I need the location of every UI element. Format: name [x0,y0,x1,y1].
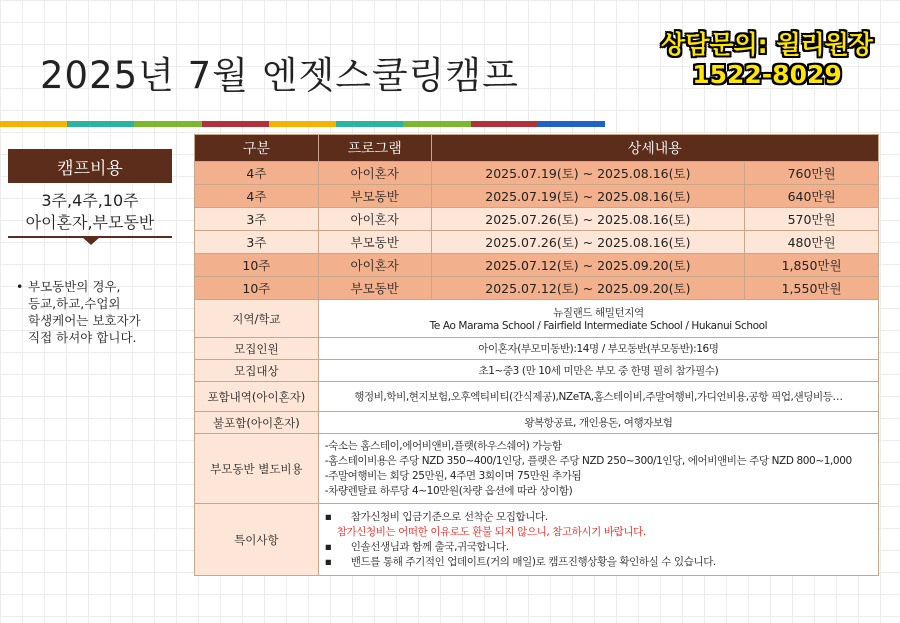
cell-price: 1,550만원 [745,277,879,300]
parent-cost-line: -숙소는 홈스테이,에어비앤비,플랫(하우스쉐어) 가능함 [324,439,562,452]
special-line: ▪ 참가신청비 입금기준으로 선착순 모집합니다. [324,510,548,523]
school-list: Te Ao Marama School / Fairfield Intermediate School / Hukanui School [429,320,768,332]
parent-cost-line: -주말여행비는 회당 25만원, 4주면 3회이며 75만원 추가됨 [324,469,582,482]
stripe-segment [134,121,201,127]
camp-table [194,134,879,576]
info-row-included [195,382,879,412]
cell-weeks: 10주 [195,254,319,277]
stripe-segment [0,121,67,127]
label-target: 모집대상 [195,360,319,382]
header-weeks: 구분 [195,135,319,162]
cell-weeks: 10주 [195,277,319,300]
stripe-segment [67,121,134,127]
header-program: 프로그램 [318,135,431,162]
bullet-icon: ▪ [324,540,332,553]
value-recruit: 아이혼자(부모미동반):14명 / 부모동반(부모동반):16명 [318,338,878,360]
bullet-icon: • [16,279,24,294]
parent-cost-line: -차량렌탈료 하루당 4~10만원(차량 옵션에 따라 상이함) [324,484,573,497]
value-region [318,300,878,338]
table-row [195,254,879,277]
cell-program: 아이혼자 [318,162,431,185]
value-included: 행정비,학비,현지보험,오후엑티비티(간식제공),NZeTA,홈스테이비,주말여행비,가디언비용,공항 픽업,샌딩비등… [318,382,878,412]
sidebar-subtitle-line: 3주,4주,10주 [41,191,139,210]
color-stripe [0,121,605,127]
cell-weeks: 3주 [195,231,319,254]
label-parent-costs: 부모동반 별도비용 [195,434,319,504]
info-row-target [195,360,879,382]
sidebar-arrow-icon [82,237,100,245]
cell-price: 1,850만원 [745,254,879,277]
info-row-recruit [195,338,879,360]
bullet-icon: ▪ [324,510,332,523]
sidebar-heading: 캠프비용 [8,149,172,183]
header-details: 상세내용 [431,135,878,162]
cell-price: 570만원 [745,208,879,231]
label-special: 특이사항 [195,504,319,576]
cell-dates: 2025.07.19(토) ~ 2025.08.16(토) [431,185,745,208]
special-line: ▪ 밴드를 통해 주기적인 업데이트(거의 매일)로 캠프진행상황을 확인하실 수 있습니다. [324,555,716,568]
cell-program: 아이혼자 [318,208,431,231]
cell-dates: 2025.07.26(토) ~ 2025.08.16(토) [431,231,745,254]
cell-weeks: 4주 [195,162,319,185]
table-row [195,162,879,185]
stripe-segment [336,121,403,127]
info-row-special [195,504,879,576]
stripe-segment [202,121,269,127]
info-row-parent-costs [195,434,879,504]
cell-program: 부모동반 [318,185,431,208]
cell-dates: 2025.07.19(토) ~ 2025.08.16(토) [431,162,745,185]
value-excluded: 왕복항공료, 개인용돈, 여행자보험 [318,412,878,434]
info-row-excluded [195,412,879,434]
bullet-icon: ▪ [324,555,332,568]
note-line: 직접 하셔야 합니다. [28,330,137,345]
cell-dates: 2025.07.26(토) ~ 2025.08.16(토) [431,208,745,231]
special-line-refund: 참가신청비는 어떠한 이유로도 환불 되지 않으니, 참고하시기 바랍니다. [336,525,646,538]
cell-price: 640만원 [745,185,879,208]
label-included: 포함내역(아이혼자) [195,382,319,412]
stripe-segment [403,121,470,127]
table-header-row [195,135,879,162]
table-row [195,231,879,254]
note-line: 학생케어는 보호자가 [28,313,141,328]
parent-cost-line: -홈스테이비용은 주당 NZD 350~400/1인당, 플랫은 주당 NZD 250~300/1인당, 에어비앤비는 주당 NZD 800~1,000 [324,454,852,467]
cell-weeks: 4주 [195,185,319,208]
cell-program: 부모동반 [318,277,431,300]
parent-note [16,278,178,346]
note-line: 등교,하교,수업외 [28,296,121,311]
cell-price: 480만원 [745,231,879,254]
cell-program: 아이혼자 [318,254,431,277]
page-title: 2025년 7월 엔젯스쿨링캠프 [40,54,519,97]
table-row [195,277,879,300]
contact-info [652,30,882,90]
sidebar-subtitle [8,190,172,234]
value-parent-costs [318,434,878,504]
sidebar-subtitle-line: 아이혼자,부모동반 [25,213,155,232]
label-region: 지역/학교 [195,300,319,338]
label-excluded: 불포함(아이혼자) [195,412,319,434]
contact-name: 상담문의: 윌리원장 [661,30,873,59]
stripe-segment [269,121,336,127]
table-row [195,185,879,208]
cell-dates: 2025.07.12(토) ~ 2025.09.20(토) [431,254,745,277]
value-special [318,504,878,576]
cell-dates: 2025.07.12(토) ~ 2025.09.20(토) [431,277,745,300]
table-row [195,208,879,231]
cell-weeks: 3주 [195,208,319,231]
cell-price: 760만원 [745,162,879,185]
contact-phone: 1522-8029 [692,60,842,89]
stripe-segment [471,121,538,127]
note-line: 부모동반의 경우, [28,279,121,294]
info-row-region [195,300,879,338]
label-recruit: 모집인원 [195,338,319,360]
value-target: 초1~중3 (만 10세 미만은 부모 중 한명 필히 참가필수) [318,360,878,382]
region-line: 뉴질랜드 해밀턴지역 [553,307,644,319]
cell-program: 부모동반 [318,231,431,254]
special-line: ▪ 인솔선생님과 함께 출국,귀국합니다. [324,540,509,553]
stripe-segment [538,121,605,127]
